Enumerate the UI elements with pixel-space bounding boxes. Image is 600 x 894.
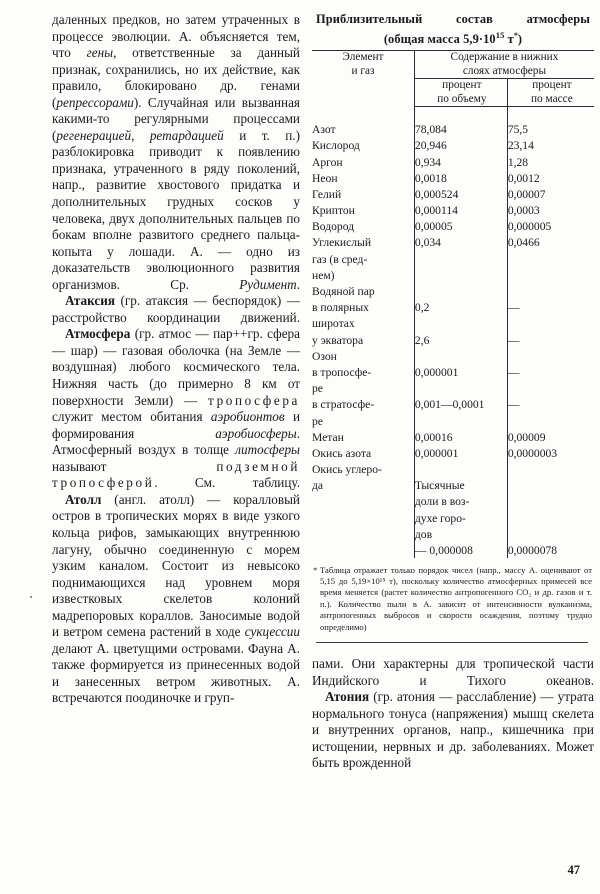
column-separator-rule: [316, 642, 588, 643]
table-row: [312, 121, 594, 137]
table-row: [312, 234, 594, 250]
entry-headword: Атаксия: [65, 293, 115, 309]
page-number: 47: [567, 863, 580, 877]
paragraph-atmosfera: [52, 326, 300, 491]
table-title-line2: [312, 28, 594, 48]
cell-element-name: Метан: [312, 430, 344, 444]
cell-percent-by-mass: 0,00007: [507, 185, 594, 201]
table-row: [312, 201, 594, 217]
cell-percent-by-volume: дов: [414, 525, 507, 541]
right-paragraph-list: [312, 656, 594, 772]
cell-percent-by-volume: 0,00016: [414, 428, 507, 444]
italic-term: аэробионтов: [210, 409, 285, 425]
paragraph-ataksiya: [52, 293, 300, 326]
cell-percent-by-mass: [507, 282, 594, 298]
italic-term: гены: [86, 45, 114, 61]
cell-percent-by-mass: [507, 509, 594, 525]
cell-element-name: газ (в сред-: [312, 252, 368, 266]
table-row: [312, 509, 594, 525]
table-body: [312, 106, 594, 557]
cell-element-name: [312, 541, 414, 557]
cell-percent-by-mass: 0,0466: [507, 234, 594, 250]
cell-element-name: Окись азота: [312, 446, 372, 460]
cell-percent-by-mass: [507, 266, 594, 282]
cell-percent-by-volume: Тысячные: [414, 477, 507, 493]
header-mass-line1: процент: [532, 79, 572, 92]
body-text: (гр. атмос — пар+: [130, 326, 241, 342]
cell-element-name: Окись углеро-: [312, 463, 382, 477]
cell-element-name: Неон: [312, 171, 338, 185]
body-text: и формирования: [52, 409, 301, 441]
cell-percent-by-volume: доли в воз-: [414, 493, 507, 509]
body-text: пами. Они характерны для тропической части Индийского и Тихого океанов.: [312, 656, 594, 688]
cell-element-name: Углекислый: [312, 236, 372, 250]
cell-element-name: ре: [312, 414, 323, 428]
cell-percent-by-volume: [414, 380, 507, 396]
cell-element-name: Азот: [312, 123, 336, 137]
cell-percent-by-mass: [507, 412, 594, 428]
cell-element-name: [312, 493, 414, 509]
cell-percent-by-mass: [507, 347, 594, 363]
header-volume-line2: по объему: [437, 92, 487, 105]
table-title-mass-prefix: (общая масса 5,9·10: [383, 31, 496, 46]
table-row: [312, 412, 594, 428]
spacer-cell: [414, 106, 507, 120]
cell-percent-by-volume: [414, 347, 507, 363]
cell-percent-by-mass: 0,0000078: [507, 541, 594, 557]
cell-percent-by-mass: —: [507, 396, 594, 412]
entry-headword: Атолл: [65, 491, 102, 507]
cell-percent-by-volume: 0,001—0,0001: [414, 396, 507, 412]
atmosphere-composition-table: [312, 50, 594, 557]
table-row: [312, 460, 594, 476]
cell-percent-by-volume: 0,00005: [414, 218, 507, 234]
cell-element-name: у экватора: [312, 333, 364, 347]
table-title-footnote-mark: *: [513, 30, 518, 40]
spacer-cell: [507, 106, 594, 120]
cell-element-name: Водяной пар: [312, 285, 375, 298]
spacer-cell: [312, 106, 414, 120]
table-row: [312, 363, 594, 379]
body-text: +гр. сфера — шар) — газовая оболочка (на Земле — воздушная) любого космического тела. Нижняя часть (до примерно 8 км от поверхности Земли) —: [52, 326, 300, 408]
cell-element-name: Озон: [312, 349, 337, 363]
letterspaced-term: тропосфера: [208, 392, 300, 408]
header-group-line1: Содержание в нижних: [450, 51, 559, 64]
body-text: (англ. атолл) — коралловый остров в тропических морях в виде узкого кольца рифов, замыкающих внутреннюю лагуну, обычно соединенную с морем узким каналом. Состоит из невысоко поднимающихся над уровнем моря известковых скелетов колоний мадрепоровых кораллов. Заносимые водой и ветром семена растений в ходе: [52, 491, 300, 640]
cell-percent-by-volume: 0,934: [414, 153, 507, 169]
body-text: . См. таблицу.: [154, 475, 300, 491]
table-row: [312, 493, 594, 509]
cell-percent-by-mass: 23,14: [507, 137, 594, 153]
table-row: [312, 169, 594, 185]
header-mass-line2: по массе: [531, 92, 573, 105]
cell-element-name: да: [312, 479, 324, 493]
table-row: [312, 137, 594, 153]
table-row: [312, 218, 594, 234]
body-text: , ответственные за данный признак, сохранились, но их действие, как правило, блокировано др. генами (: [52, 45, 300, 110]
cell-percent-by-mass: [507, 460, 594, 476]
scan-artifact-dot: [30, 596, 32, 598]
cell-percent-by-mass: 0,0012: [507, 169, 594, 185]
cell-percent-by-mass: [507, 493, 594, 509]
cell-percent-by-mass: [507, 380, 594, 396]
cell-element-name: [312, 525, 414, 541]
paragraph-atoll: [52, 492, 300, 707]
left-paragraph-list: [52, 12, 300, 707]
table-row: [312, 444, 594, 460]
italic-term: сукцессии: [244, 624, 300, 640]
body-text: служит местом обитания: [52, 409, 211, 425]
cell-percent-by-volume: [414, 266, 507, 282]
cell-percent-by-mass: —: [507, 299, 594, 315]
cell-percent-by-volume: 0,2: [414, 299, 507, 315]
cell-percent-by-volume: 0,000001: [414, 363, 507, 379]
cell-element-name: нем): [312, 268, 335, 282]
cell-percent-by-volume: 0,000001: [414, 444, 507, 460]
table-spacer-row: [312, 106, 594, 120]
cell-element-name: в тропосфе-: [312, 365, 372, 379]
table-row: [312, 477, 594, 493]
cell-element-name: в стратосфе-: [312, 398, 375, 412]
table-title-line1: Приблизительный состав атмосферы: [316, 12, 590, 26]
header-element-line1: Элемент: [342, 51, 384, 64]
cell-percent-by-volume: — 0,000008: [414, 541, 507, 557]
table-header-row-group: [312, 51, 594, 79]
cell-percent-by-volume: 78,084: [414, 121, 507, 137]
table-row: [312, 541, 594, 557]
cell-percent-by-volume: 0,000114: [414, 201, 507, 217]
italic-term: репрессорами: [56, 94, 134, 110]
table-row: [312, 266, 594, 282]
table-row: [312, 250, 594, 266]
header-element-line2: и газ: [351, 64, 375, 77]
body-text: (гр. атония — расслабление) — утрата нормального тонуса (напряжения) мышц скелета и внутренних органов, напр., кишечника при истощении, нервных и др. заболеваниях. Может быть врожденной: [312, 689, 594, 771]
body-text: .: [296, 276, 300, 292]
cell-element-name: ре: [312, 382, 323, 396]
cell-percent-by-volume: духе горо-: [414, 509, 507, 525]
table-row: [312, 315, 594, 331]
body-text: и т. п.) разблокировка приводит к появлению признака, утраченного в ряду поколений, напр., развитие хвостового придатка и дополнительных грудных сосков у человека, двух дополнительных пальцев по бокам вполне развитого среднего пальца-копыта у лошади. А. — одно из доказательств эволюционного развития организмов. Ср.: [52, 127, 300, 292]
table-row: [312, 380, 594, 396]
table-row: [312, 347, 594, 363]
cell-percent-by-volume: [414, 282, 507, 298]
cell-element-name: [312, 509, 414, 525]
cell-element-name: Водород: [312, 220, 355, 234]
cell-percent-by-mass: 0,00009: [507, 428, 594, 444]
table-row: [312, 428, 594, 444]
cell-element-name: Гелий: [312, 187, 342, 201]
table-row: [312, 282, 594, 298]
right-column: [312, 12, 594, 772]
cell-element-name: Кислород: [312, 139, 360, 153]
entry-headword: Атмосфера: [65, 326, 131, 342]
cell-percent-by-mass: [507, 315, 594, 331]
table-title-suffix: ): [517, 31, 523, 46]
table-footnote: [312, 565, 594, 633]
cell-element-name: Криптон: [312, 204, 355, 218]
cell-percent-by-mass: [507, 477, 594, 493]
cell-percent-by-volume: [414, 250, 507, 266]
right-text-column: [312, 656, 594, 772]
cell-percent-by-volume: 2,6: [414, 331, 507, 347]
paragraph-atoniya: [312, 689, 594, 772]
italic-term: литосферы: [235, 442, 300, 458]
cell-percent-by-volume: 0,034: [414, 234, 507, 250]
footnote-mark: *: [313, 564, 318, 575]
table-row: [312, 331, 594, 347]
cell-percent-by-mass: 75,5: [507, 121, 594, 137]
body-text: (гр. атаксия — беспорядок) — расстройство координации движений.: [52, 293, 300, 325]
cell-percent-by-volume: 20,946: [414, 137, 507, 153]
table-row: [312, 396, 594, 412]
header-volume-cell: [414, 79, 507, 107]
header-element-cell: [312, 51, 414, 107]
body-text: делают А. цветущими островами. Фауна А. также формируется из принесенных водой и занесенных ветром животных. А. встречаются поодиночке и груп-: [52, 640, 300, 706]
table-row: [312, 185, 594, 201]
table-title-exponent: 15: [495, 29, 505, 40]
cell-percent-by-mass: —: [507, 331, 594, 347]
cell-percent-by-volume: [414, 315, 507, 331]
header-mass-cell: [507, 79, 594, 107]
entry-headword: Атония: [325, 689, 370, 705]
cell-element-name: широтах: [312, 317, 355, 331]
cell-percent-by-volume: [414, 460, 507, 476]
body-text: называют: [52, 458, 217, 474]
paragraph-atoll-continued: [312, 656, 594, 689]
body-text: . Атмосферный воздух в толще: [52, 425, 300, 458]
cell-element-name: в полярных: [312, 301, 369, 315]
header-group-line2: слоях атмосферы: [462, 64, 547, 77]
cell-percent-by-volume: [414, 412, 507, 428]
table-title-unit: т: [504, 31, 514, 46]
cell-percent-by-volume: 0,000524: [414, 185, 507, 201]
header-volume-line1: процент: [442, 79, 482, 92]
letterspaced-term: подземной тропосферой: [52, 458, 300, 491]
body-text: ). Случайная или вызванная какими-то регулярными процессами (: [52, 94, 300, 143]
table-row: [312, 525, 594, 541]
cell-percent-by-mass: 0,0003: [507, 201, 594, 217]
cell-percent-by-mass: 1,28: [507, 153, 594, 169]
cell-percent-by-mass: [507, 250, 594, 266]
footnote-text: Таблица отражает только порядок чисел (напр., массу А. оценивают от 5,15 до 5,19×10¹⁵ т), поскольку количество атмосферных примесей все время меняется (растет количество антропогенного CO₂ и др. газов и т. п.). Количество пыли в А. зависит от интенсивности вулканизма, антропогенных выбросов и скорости осаждения, поэтому трудно определимо): [320, 564, 592, 632]
cell-percent-by-mass: —: [507, 363, 594, 379]
cell-percent-by-mass: 0,000005: [507, 218, 594, 234]
cell-percent-by-volume: 0,0018: [414, 169, 507, 185]
table-head: [312, 51, 594, 107]
italic-term: Рудимент: [239, 276, 297, 292]
table-title: [312, 12, 594, 47]
italic-term: регенерацией, ретардацией: [56, 127, 224, 143]
italic-term: аэробиосферы: [215, 425, 297, 441]
left-text-column: [52, 12, 300, 707]
body-text: даленных предков, но затем утраченных в процессе эволюции. А. объясняется тем, что: [52, 12, 300, 61]
cell-element-name: Аргон: [312, 155, 343, 169]
header-group-cell: [414, 51, 594, 79]
table-row: [312, 153, 594, 169]
paragraph-atavism-continued: [52, 12, 300, 293]
table-row: [312, 299, 594, 315]
cell-percent-by-mass: 0,0000003: [507, 444, 594, 460]
cell-percent-by-mass: [507, 525, 594, 541]
